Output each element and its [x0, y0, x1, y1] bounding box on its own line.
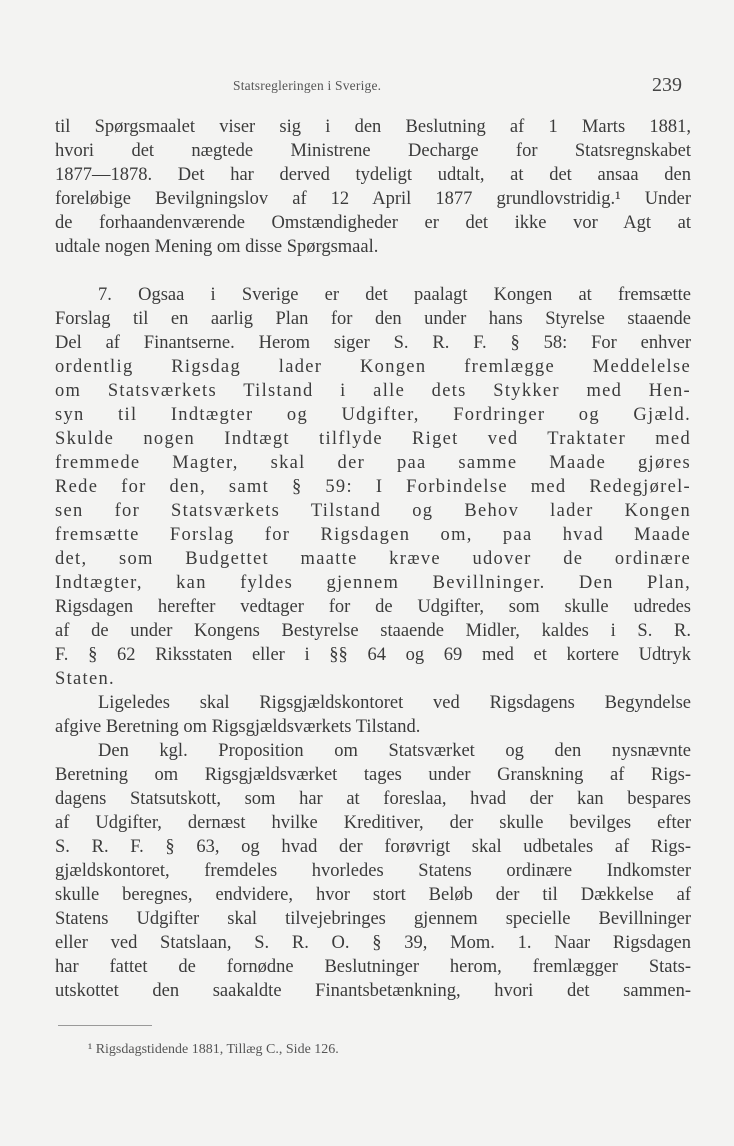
text-line: ordentlig Rigsdag lader Kongen fremlægge Meddelelse: [55, 357, 691, 377]
text-line: 1877—1878. Det har derved tydeligt udtalt, at det ansaa den: [55, 165, 691, 185]
text-line: Rigsdagen herefter vedtager for de Udgifter, som skulle udredes: [55, 597, 691, 617]
text-line: Forslag til en aarlig Plan for den under hans Styrelse staaende: [55, 309, 691, 329]
text-line: til Spørgsmaalet viser sig i den Beslutning af 1 Marts 1881,: [55, 117, 691, 137]
text-line: gjældskontoret, fremdeles hvorledes Statens ordinære Indkomster: [55, 861, 691, 881]
text-line: S. R. F. § 63, og hvad der forøvrigt skal udbetales af Rigs-: [55, 837, 691, 857]
text-line: det, som Budgettet maatte kræve udover de ordinære: [55, 549, 691, 569]
running-header: Statsregleringen i Sverige.: [233, 78, 382, 93]
footnote-divider: [58, 1025, 152, 1026]
text-line: Staten.: [55, 669, 115, 689]
page-number: 239: [652, 74, 682, 96]
text-line: af Udgifter, dernæst hvilke Kreditiver, der skulle bevilges efter: [55, 813, 691, 833]
text-line: Beretning om Rigsgjældsværket tages under Granskning af Rigs-: [55, 765, 691, 785]
text-line: fremmede Magter, skal der paa samme Maade gjøres: [55, 453, 691, 473]
text-line: syn til Indtægter og Udgifter, Fordringer og Gjæld.: [55, 405, 691, 425]
text-line: Skulde nogen Indtægt tilflyde Riget ved Traktater med: [55, 429, 691, 449]
text-line: de forhaandenværende Omstændigheder er det ikke vor Agt at: [55, 213, 691, 233]
text-line: hvori det nægtede Ministrene Decharge for Statsregnskabet: [55, 141, 691, 161]
body-text: [55, 115, 691, 1003]
text-line: eller ved Statslaan, S. R. O. § 39, Mom. 1. Naar Rigsdagen: [55, 933, 691, 953]
text-line: har fattet de fornødne Beslutninger herom, fremlægger Stats-: [55, 957, 691, 977]
text-line: fremsætte Forslag for Rigsdagen om, paa hvad Maade: [55, 525, 691, 545]
text-line: 7. Ogsaa i Sverige er det paalagt Kongen at fremsætte: [98, 285, 691, 305]
text-line: udtale nogen Mening om disse Spørgsmaal.: [55, 237, 379, 257]
text-line: dagens Statsutskott, som har at foreslaa, hvad der kan bespares: [55, 789, 691, 809]
text-line: af de under Kongens Bestyrelse staaende Midler, kaldes i S. R.: [55, 621, 691, 641]
footnote: ¹ Rigsdagstidende 1881, Tillæg C., Side 126.: [88, 1042, 339, 1057]
text-line: Den kgl. Proposition om Statsværket og den nysnævnte: [98, 741, 691, 761]
text-line: Del af Finantserne. Herom siger S. R. F. § 58: For enhver: [55, 333, 691, 353]
text-line: F. § 62 Riksstaten eller i §§ 64 og 69 med et kortere Udtryk: [55, 645, 691, 665]
text-line: Ligeledes skal Rigsgjældskontoret ved Rigsdagens Begyndelse: [98, 693, 691, 713]
text-line: Statens Udgifter skal tilvejebringes gjennem specielle Bevillninger: [55, 909, 691, 929]
text-line: sen for Statsværkets Tilstand og Behov lader Kongen: [55, 501, 691, 521]
text-line: Rede for den, samt § 59: I Forbindelse med Redegjørel-: [55, 477, 691, 497]
paragraph-gap: [55, 259, 691, 283]
text-line: Indtægter, kan fyldes gjennem Bevillninger. Den Plan,: [55, 573, 691, 593]
text-line: skulle beregnes, endvidere, hvor stort Beløb der til Dækkelse af: [55, 885, 691, 905]
text-line: utskottet den saakaldte Finantsbetænkning, hvori det sammen-: [55, 981, 691, 1001]
text-line: foreløbige Bevilgningslov af 12 April 1877 grundlovstridig.¹ Under: [55, 189, 691, 209]
text-line: om Statsværkets Tilstand i alle dets Stykker med Hen-: [55, 381, 691, 401]
text-line: afgive Beretning om Rigsgjældsværkets Tilstand.: [55, 717, 421, 737]
